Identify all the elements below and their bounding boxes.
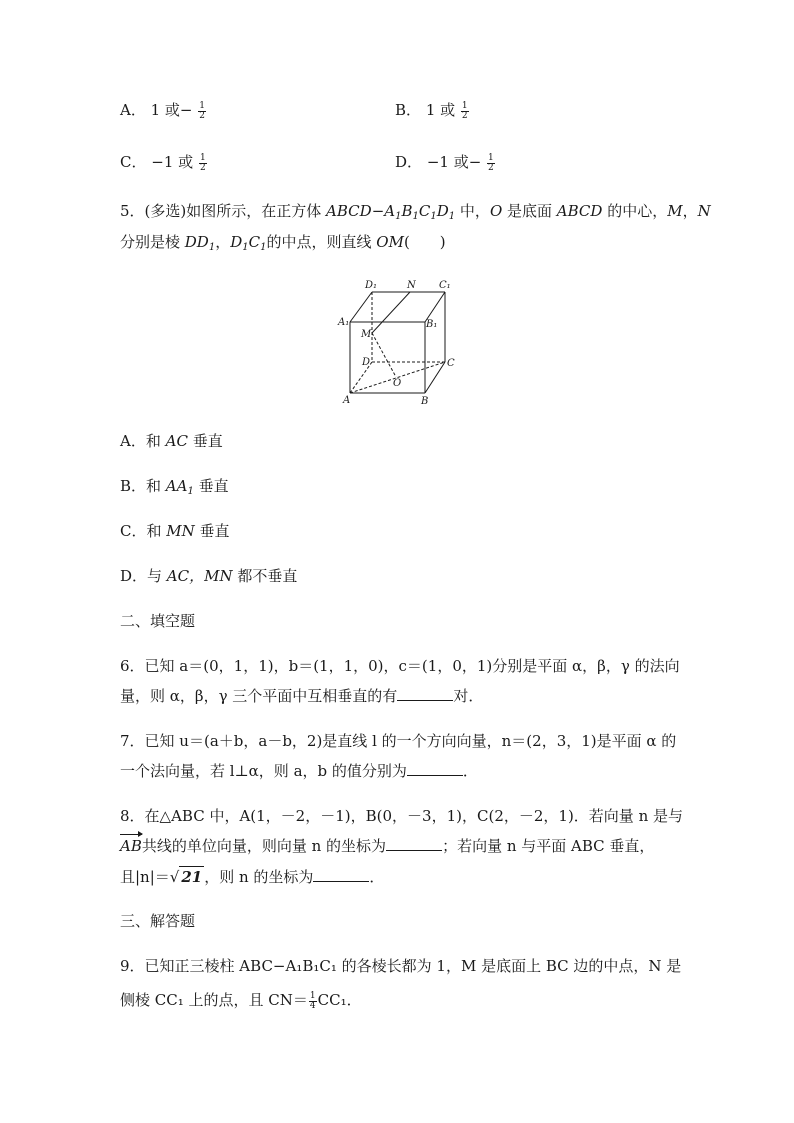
option-label: C． [120, 153, 147, 171]
label-n: N [407, 280, 416, 291]
option-label: B． [395, 101, 422, 119]
option-math: AC，MN [166, 567, 233, 585]
q4-option-b [395, 100, 470, 121]
text: 共线的单位向量，则向量 n 的坐标为 [141, 837, 387, 855]
text: 是底面 [507, 202, 557, 220]
denominator: 2 [488, 162, 494, 173]
point-n: N [697, 202, 711, 220]
numerator: 1 [461, 100, 468, 111]
answer-blank[interactable] [386, 836, 442, 851]
base-name: ABCD [556, 202, 603, 220]
question-tag: (多选) [144, 202, 187, 220]
denominator: 2 [461, 110, 468, 121]
q5-option-c [120, 521, 230, 541]
answer-blank[interactable] [407, 761, 463, 776]
text: 中， [455, 202, 490, 220]
q5-stem-line1: 5．(多选)如图所示，在正方体 $ABCD-A_1B_1C_1D_1$ 中，O 是底面 ABCD 的中心，M，N [120, 202, 711, 222]
fraction [487, 154, 495, 173]
option-text: −1 或− [426, 153, 482, 171]
q9-line1: 9．已知正三棱柱 ABC−A₁B₁C₁ 的各棱长都为 1，M 是底面上 BC 边的中点，N 是 [120, 957, 682, 975]
text: 且|n|＝ [120, 868, 170, 886]
label-d: D [362, 357, 371, 368]
text: 一个法向量，若 l⊥α，则 a，b 的值分别为 [120, 762, 407, 780]
fraction [198, 102, 206, 121]
option-sub: 1 [187, 486, 194, 497]
option-math: MN [166, 522, 195, 540]
cube-figure [330, 275, 465, 410]
option-tail: 垂直 [193, 477, 229, 495]
point-m: M [667, 202, 683, 220]
vector-ab: AB [120, 837, 142, 855]
q4-option-d [395, 152, 496, 173]
option-text: 1 或− [150, 101, 193, 119]
q7-line2 [120, 761, 478, 781]
text: 的中心， [602, 202, 668, 220]
q8-line3: 且|n|＝√ 21 ，则 n 的坐标为 ． [120, 868, 385, 886]
cube-top: $A_1B_1C_1D_1$ [384, 202, 456, 222]
label-b1: B₁ [426, 319, 438, 330]
text: 如图所示，在正方体 [186, 202, 327, 220]
q4-option-c [120, 152, 208, 173]
answer-blank[interactable] [397, 686, 453, 701]
label-o: O [393, 378, 402, 389]
q5-stem-line2: 分别是棱 $DD_1$，$D_1C_1$的中点，则直线 OM( ) [120, 233, 446, 253]
text: 量，则 α，β，γ 三个平面中互相垂直的有 [120, 687, 398, 705]
fraction [199, 154, 207, 173]
option-label: A． [120, 101, 146, 119]
cube-name: ABCD [326, 202, 372, 220]
q6-line1: 6．已知 a＝(0，1，1)，b＝(1，1，0)，c＝(1，0，1)分别是平面 α，β，γ 的法向 [120, 657, 680, 675]
option-label: C．和 [120, 522, 167, 540]
text: 侧棱 CC₁ 上的点，且 CN＝ [120, 991, 308, 1009]
denominator: 2 [199, 162, 206, 173]
q5-option-a [120, 431, 223, 451]
option-text: 1 或 [425, 101, 456, 119]
q5-option-d [120, 566, 297, 586]
fraction [461, 102, 469, 121]
option-tail: 都不垂直 [232, 567, 298, 585]
label-c: C [447, 358, 455, 369]
q8-line2 [120, 836, 654, 856]
text: ( ) [403, 233, 446, 251]
text: ． [462, 762, 478, 780]
text: ． [369, 868, 385, 886]
label-d1: D₁ [365, 280, 378, 291]
q5-option-b [120, 476, 229, 496]
option-label: D． [395, 153, 423, 171]
text: CC₁． [317, 991, 362, 1009]
text: ，则 n 的坐标为 [204, 868, 314, 886]
denominator: 2 [199, 110, 206, 121]
numerator: 1 [488, 152, 494, 163]
q4-option-a [120, 100, 207, 121]
text: 对． [453, 687, 484, 705]
section-heading-fill-blank: 二、填空题 [120, 612, 196, 630]
text: ；若向量 n 与平面 ABC 垂直， [442, 837, 655, 855]
option-label: B．和 [120, 477, 166, 495]
option-math: AC [165, 432, 188, 450]
numerator: 1 [309, 990, 316, 1001]
sqrt-value: 21 [181, 868, 203, 886]
option-label: D．与 [120, 567, 167, 585]
point-o: O [489, 202, 508, 220]
q8-line1: 8．在△ABC 中，A(1，－2，－1)，B(0，－3，1)，C(2，－2，1)．若向量 n 是与 [120, 807, 683, 825]
label-b: B [421, 396, 429, 407]
option-math: AA [165, 477, 188, 495]
fraction [309, 992, 317, 1011]
label-c1: C₁ [439, 280, 451, 291]
option-tail: 垂直 [194, 522, 230, 540]
q6-line2 [120, 686, 483, 706]
edge-d1c1: $D_1C_1$ [230, 233, 267, 253]
option-label: A．和 [120, 432, 166, 450]
option-text: −1 或 [151, 153, 194, 171]
q7-line1: 7．已知 u＝(a＋b，a－b，2)是直线 l 的一个方向向量，n＝(2，3，1)是平面 α 的 [120, 732, 677, 750]
text: 的中点，则直线 [266, 233, 377, 251]
label-a: A [343, 395, 351, 406]
question-number: 5． [120, 202, 145, 220]
line-om: OM [376, 233, 404, 251]
option-tail: 垂直 [187, 432, 223, 450]
numerator: 1 [199, 100, 206, 111]
label-m: M [361, 329, 372, 340]
edge-dd1: $DD_1$ [184, 233, 216, 253]
label-a1: A₁ [338, 317, 350, 328]
text: 分别是棱 [120, 233, 185, 251]
section-heading-solve: 三、解答题 [120, 912, 196, 930]
q9-line2 [120, 990, 362, 1011]
numerator: 1 [199, 152, 206, 163]
denominator: 4 [309, 1000, 316, 1011]
answer-blank[interactable] [313, 867, 369, 882]
